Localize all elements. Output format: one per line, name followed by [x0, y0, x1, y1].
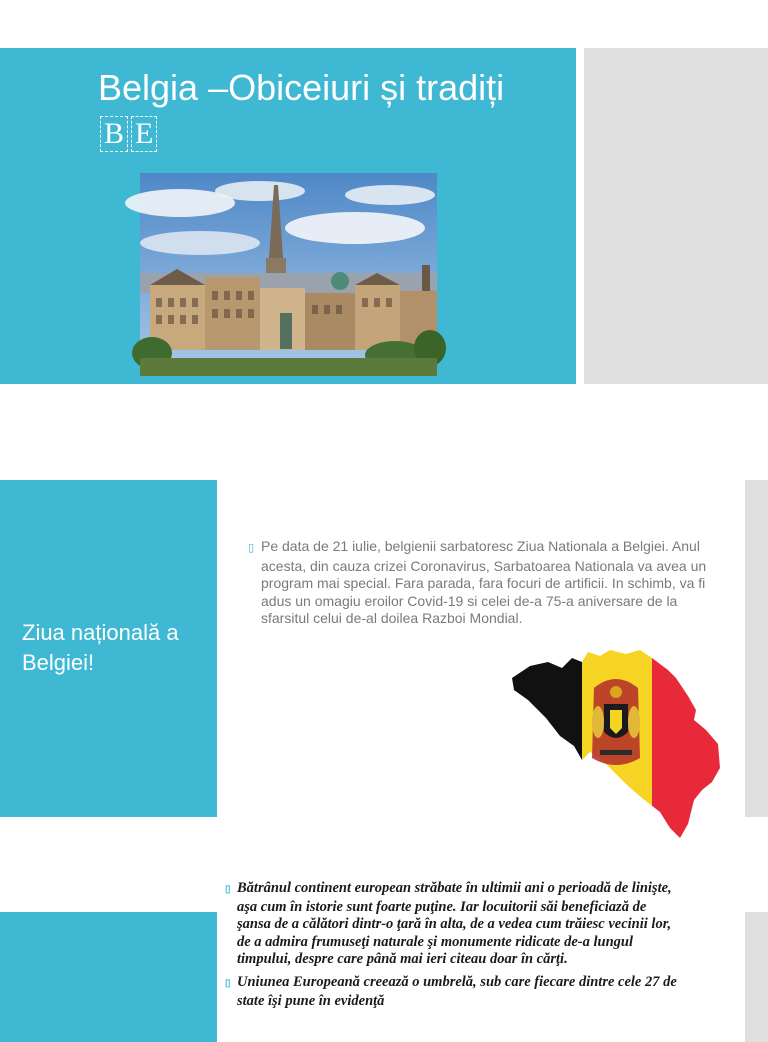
brussels-city-photo: [140, 173, 437, 376]
side-decor-panel: [745, 912, 768, 1042]
list-item: [248, 538, 710, 628]
bullet-text: Bătrânul continent european străbate în ultimii ani o perioadă de linişte, aşa cum în istorie sunt foarte puţine. Iar locuitorii săi beneficiază de şansa de a călători dintr-o ţară în alta, de a vedea cum trăiesc vecinii lor, de a admira frumuseţi naturale şi monumente ridicate de-a lungul timpului, despre care până mai ieri citeau doar în cărţi.: [237, 880, 672, 968]
bullet-icon: ▯: [225, 884, 231, 895]
slide-title: Ziua națională a Belgiei!: [22, 620, 179, 675]
bullet-list: [225, 880, 680, 1015]
flag-code-letter: B: [100, 116, 128, 152]
title-slide: [0, 48, 768, 384]
coat-of-arms-icon: [592, 679, 640, 765]
flag-stripe-black: [510, 648, 582, 838]
flag-stripe-red: [652, 648, 722, 838]
list-item: [225, 880, 680, 969]
slide-title: [98, 66, 538, 152]
list-item: [225, 974, 680, 1010]
slide-title-text: Belgia –Obiceiuri și tradiți: [98, 67, 505, 108]
flag-code-letter: E: [131, 116, 157, 152]
belgium-flag-map: [510, 648, 722, 838]
title-panel: [0, 48, 576, 384]
title-panel: [0, 480, 217, 817]
bullet-text: Uniunea Europeană creează o umbrelă, sub care fiecare dintre cele 27 de state îşi pune în evidenţă: [237, 973, 677, 1009]
bullet-text: Pe data de 21 iulie, belgienii sarbatoresc Ziua Nationala a Belgiei. Anul acesta, din cauza crizei Coronavirus, Sarbatoarea Nationala va avea un program mai special. Fara parada, fara focuri de artificii. In schimb, va fi adus un omagiu eroilor Covid-19 si celei de-a 75-a aniversare de la sfarsitul celui de-al doilea Razboi Mondial.: [261, 538, 707, 626]
national-day-slide: [0, 480, 768, 817]
bullet-list: [248, 538, 710, 628]
bullet-icon: ▯: [225, 977, 231, 989]
europe-slide: [0, 880, 768, 1042]
bullet-icon: ▯: [248, 542, 255, 554]
side-decor-panel: [584, 48, 768, 384]
title-panel: [0, 912, 217, 1042]
side-decor-panel: [745, 480, 768, 817]
flag-emoji-fallback: [100, 109, 160, 152]
